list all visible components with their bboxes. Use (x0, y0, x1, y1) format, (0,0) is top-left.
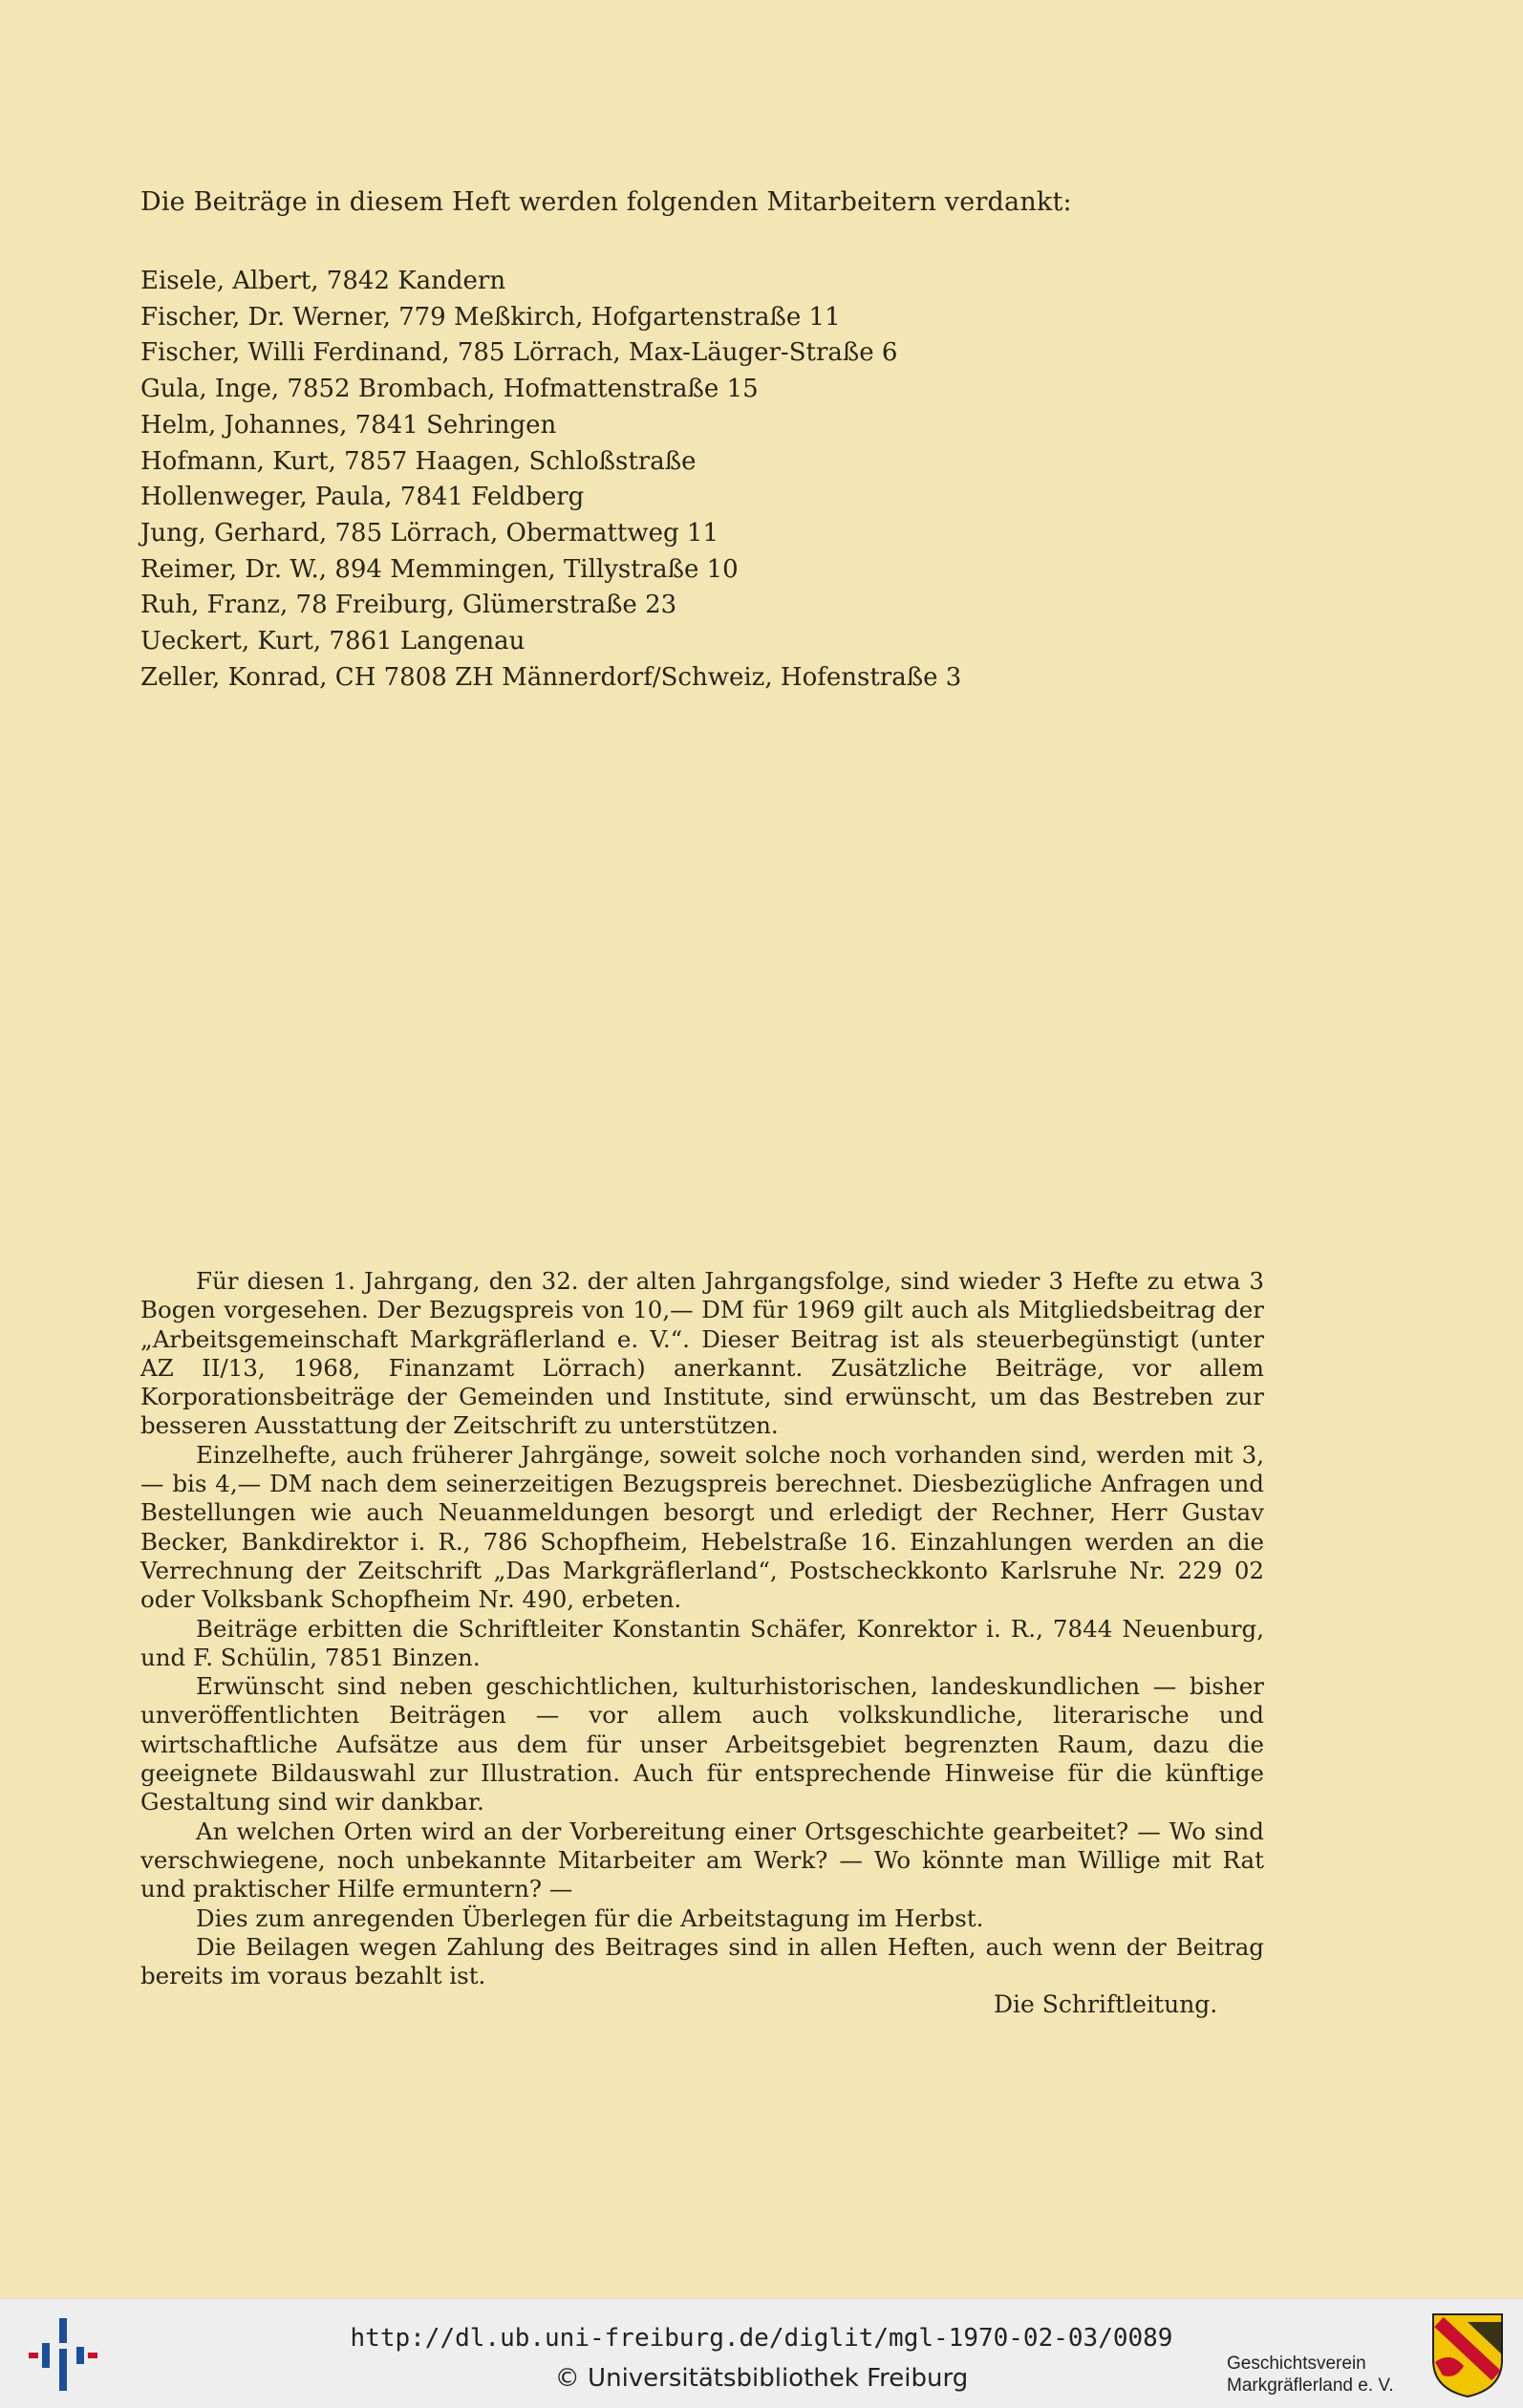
contributor-item: Hollenweger, Paula, 7841 Feldberg (140, 483, 585, 512)
notice-paragraph: Dies zum anregenden Überlegen für die Arbeitstagung im Herbst. (196, 1903, 984, 1932)
contributor-item: Gula, Inge, 7852 Brombach, Hofmattenstraße 15 (140, 375, 759, 404)
coat-of-arms-icon (1431, 2312, 1504, 2398)
contributor-item: Ruh, Franz, 78 Freiburg, Glümerstraße 23 (140, 591, 677, 620)
contributor-item: Fischer, Willi Ferdinand, 785 Lörrach, Max-Läuger-Straße 6 (140, 338, 898, 368)
contributor-item: Ueckert, Kurt, 7861 Langenau (140, 627, 526, 656)
contributor-item: Helm, Johannes, 7841 Sehringen (140, 410, 557, 440)
editorial-notice (140, 1267, 1264, 1990)
society-name-line2: Markgräflerland e. V. (1227, 2376, 1394, 2396)
contributor-item: Reimer, Dr. W., 894 Memmingen, Tillystraße 10 (140, 554, 739, 584)
contributor-item: Jung, Gerhard, 785 Lörrach, Obermattweg 11 (140, 518, 719, 548)
notice-paragraph: Einzelhefte, auch früherer Jahrgänge, soweit solche noch vorhanden sind, werden mit 3,— bis 4,— DM nach dem seinerzeitigen Bezugspreis berechnet. Diesbezügliche Anfragen und Bestellungen wie auch Neuanmeldungen besorgt und erledigt der Rechner, Herr Gustav Becker, Bankdirektor i. R., 786 Schopfheim, Hebelstraße 16. Einzahlungen werden an die Verrechnung der Zeitschrift „Das Markgräflerland“, Postscheckkonto Karlsruhe Nr. 229 02 oder Volksbank Schopfheim Nr. 490, erbeten. (140, 1440, 1264, 1614)
copyright-text: © Universitätsbibliothek Freiburg (554, 2364, 969, 2393)
notice-paragraph: Die Beilagen wegen Zahlung des Beitrages sind in allen Heften, auch wenn der Beitrag bereits im voraus bezahlt ist. (140, 1932, 1264, 1990)
notice-paragraph: Beiträge erbitten die Schriftleiter Konstantin Schäfer, Konrektor i. R., 7844 Neuenburg, und F. Schülin, 7851 Binzen. (140, 1614, 1264, 1671)
society-name (1227, 2353, 1394, 2397)
contributors-intro: Die Beiträge in diesem Heft werden folgenden Mitarbeitern verdankt: (140, 187, 1072, 217)
contributor-item: Eisele, Albert, 7842 Kandern (140, 267, 506, 295)
notice-paragraph: Erwünscht sind neben geschichtlichen, kulturhistorischen, landeskundlichen — bisher unveröffentlichten Beiträgen — vor allem auch volkskundliche, literarische und wirtschaftliche Aufsätze aus dem für unser Arbeitsgebiet begrenzten Raum, dazu die geeignete Bildauswahl zur Illustration. Auch für entsprechende Hinweise für die künftige Gestaltung sind wir dankbar. (140, 1672, 1264, 1817)
contributor-item: Hofmann, Kurt, 7857 Haagen, Schloßstraße (140, 446, 697, 476)
contributor-item: Zeller, Konrad, CH 7808 ZH Männerdorf/Schweiz, Hofenstraße 3 (140, 662, 962, 692)
contributors-list (140, 264, 961, 696)
notice-paragraph: Für diesen 1. Jahrgang, den 32. der alten Jahrgangsfolge, sind wieder 3 Hefte zu etwa 3 Bogen vorgesehen. Der Bezugspreis von 10,— DM für 1969 gilt auch als Mitgliedsbeitrag der „Arbeitsgemeinschaft Markgräflerland e. V.“. Dieser Beitrag ist als steuerbegünstigt (unter AZ II/13, 1968, Finanzamt Lörrach) anerkannt. Zusätzliche Beiträge, vor allem Korporationsbeiträge der Gemeinden und Institute, sind erwünscht, um das Bestreben zur besseren Ausstattung der Zeitschrift zu unterstützen. (140, 1267, 1264, 1440)
society-name-line1: Geschichtsverein (1227, 2354, 1366, 2374)
viewer-footer (0, 2298, 1523, 2408)
page-url-link[interactable]: http://dl.ub.uni-freiburg.de/diglit/mgl-1970-02-03/0089 (350, 2324, 1173, 2353)
notice-paragraph: An welchen Orten wird an der Vorbereitung einer Ortsgeschichte gearbeitet? — Wo sind verschwiegene, noch unbekannte Mitarbeiter am Werk? — Wo könnte man Willige mit Rat und praktischer Hilfe ermuntern? — (140, 1817, 1264, 1903)
contributor-item: Fischer, Dr. Werner, 779 Meßkirch, Hofgartenstraße 11 (140, 302, 841, 332)
signature: Die Schriftleitung. (994, 1990, 1218, 2018)
